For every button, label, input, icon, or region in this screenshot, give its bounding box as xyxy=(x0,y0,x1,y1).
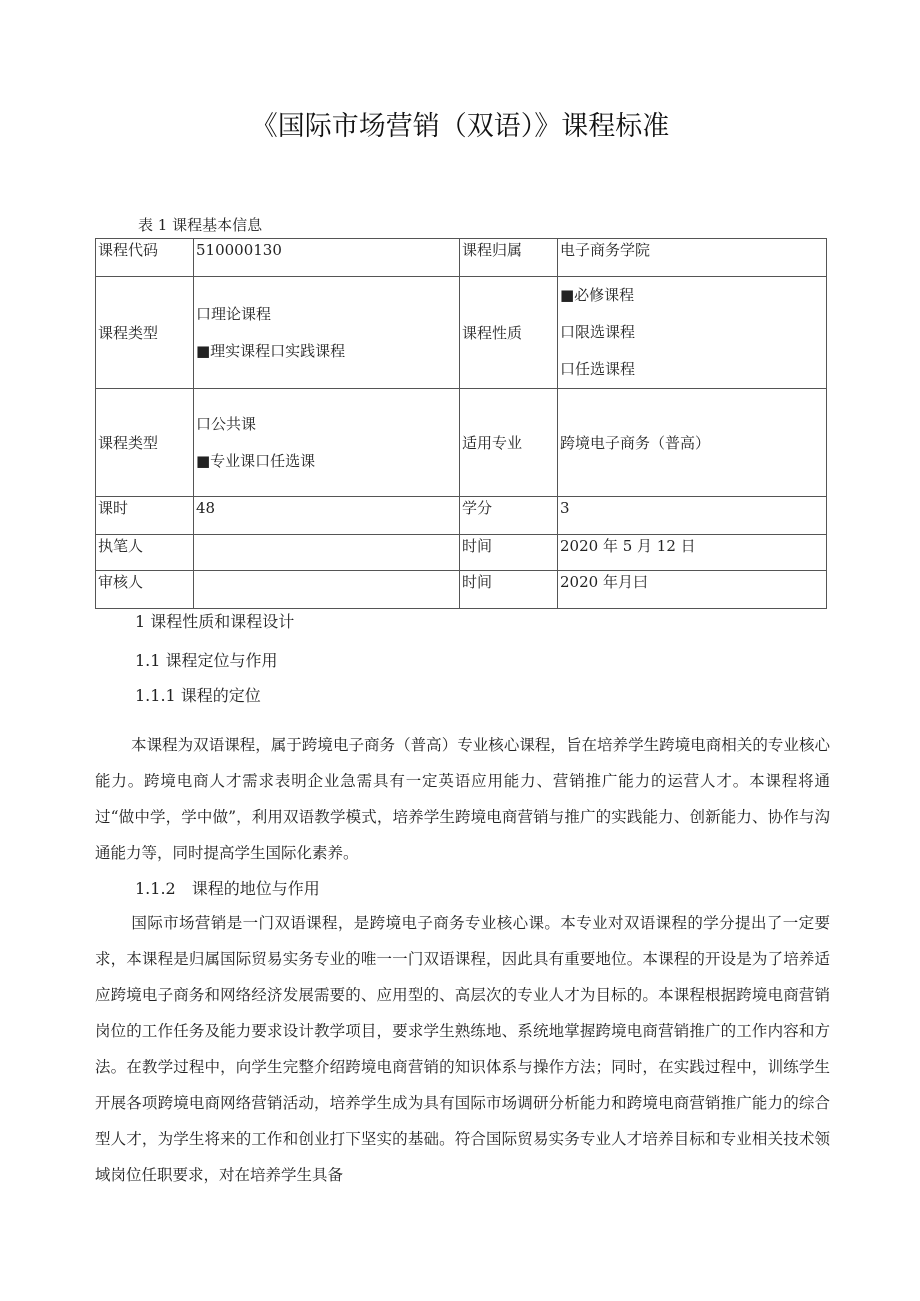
label-hours: 课时 xyxy=(96,497,194,535)
option-theory: 口理论课程 xyxy=(196,304,272,323)
value-course-nature xyxy=(558,277,827,389)
option-limited-elective: 口限选课程 xyxy=(560,323,636,341)
value-course-category xyxy=(194,389,460,497)
option-professional: ■专业课口任选课 xyxy=(196,451,316,470)
heading-section-1-1-2: 1.1.2 课程的地位与作用 xyxy=(135,879,320,898)
heading-section-1-1: 1.1 课程定位与作用 xyxy=(135,651,278,670)
paragraph-text: 本课程为双语课程，属于跨境电子商务（普高）专业核心课程，旨在培养学生跨境电商相关的专业核心能力。跨境电商人才需求表明企业急需具有一定英语应用能力、营销推广能力的运营人才。本课程将通过“做中学，学中做”，利用双语教学模式，培养学生跨境电商营销与推广的实践能力、创新能力、协作与沟通能力等，同时提高学生国际化素养。 xyxy=(95,736,830,862)
value-author xyxy=(194,535,460,571)
heading-section-1: 1 课程性质和课程设计 xyxy=(135,612,295,631)
label-reviewer: 审核人 xyxy=(96,571,194,609)
label-course-code: 课程代码 xyxy=(96,239,194,277)
option-free-elective: 口任选课程 xyxy=(560,360,636,378)
value-hours: 48 xyxy=(194,497,460,535)
value-course-type xyxy=(194,277,460,389)
table-row xyxy=(96,239,827,277)
paragraph-course-role xyxy=(95,905,830,1193)
value-date: 2020 年 5 月 12 日 xyxy=(558,535,827,571)
table-row xyxy=(96,277,827,389)
paragraph-course-positioning xyxy=(95,727,830,871)
course-info-table xyxy=(95,238,827,609)
label-author: 执笔人 xyxy=(96,535,194,571)
value-course-code: 510000130 xyxy=(194,239,460,277)
value-course-owner: 电子商务学院 xyxy=(558,239,827,277)
value-applicable-major: 跨境电子商务（普高） xyxy=(558,389,827,497)
paragraph-text: 国际市场营销是一门双语课程，是跨境电子商务专业核心课。本专业对双语课程的学分提出了一定要求，本课程是归属国际贸易实务专业的唯一一门双语课程，因此具有重要地位。本课程的开设是为了培养适应跨境电子商务和网络经济发展需要的、应用型的、高层次的专业人才为目标的。本课程根据跨境电商营销岗位的工作任务及能力要求设计教学项目，要求学生熟练地、系统地掌握跨境电商营销推广的工作内容和方法。在教学过程中，向学生完整介绍跨境电商营销的知识体系与操作方法；同时，在实践过程中，训练学生开展各项跨境电商网络营销活动，培养学生成为具有国际市场调研分析能力和跨境电商营销推广能力的综合型人才，为学生将来的工作和创业打下坚实的基础。符合国际贸易实务专业人才培养目标和专业相关技术领域岗位任职要求，对在培养学生具备 xyxy=(95,914,830,1184)
option-public: 口公共课 xyxy=(196,414,257,433)
label-course-category: 课程类型 xyxy=(96,389,194,497)
option-required: ■必修课程 xyxy=(560,286,635,304)
table-caption: 表 1 课程基本信息 xyxy=(138,216,263,234)
document-title: 《国际市场营销（双语）》课程标准 xyxy=(250,111,670,142)
label-date: 时间 xyxy=(460,535,558,571)
label-credits: 学分 xyxy=(460,497,558,535)
table-row xyxy=(96,497,827,535)
label-course-owner: 课程归属 xyxy=(460,239,558,277)
option-theory-practice: ■理实课程口实践课程 xyxy=(196,341,346,360)
label-course-type: 课程类型 xyxy=(96,277,194,389)
label-applicable-major: 适用专业 xyxy=(460,389,558,497)
label-course-nature: 课程性质 xyxy=(460,277,558,389)
heading-section-1-1-1: 1.1.1 课程的定位 xyxy=(135,686,261,705)
value-credits: 3 xyxy=(558,497,827,535)
table-row xyxy=(96,389,827,497)
table-row xyxy=(96,571,827,609)
table-row xyxy=(96,535,827,571)
label-review-date: 时间 xyxy=(460,571,558,609)
value-reviewer xyxy=(194,571,460,609)
value-review-date: 2020 年月曰 xyxy=(558,571,827,609)
